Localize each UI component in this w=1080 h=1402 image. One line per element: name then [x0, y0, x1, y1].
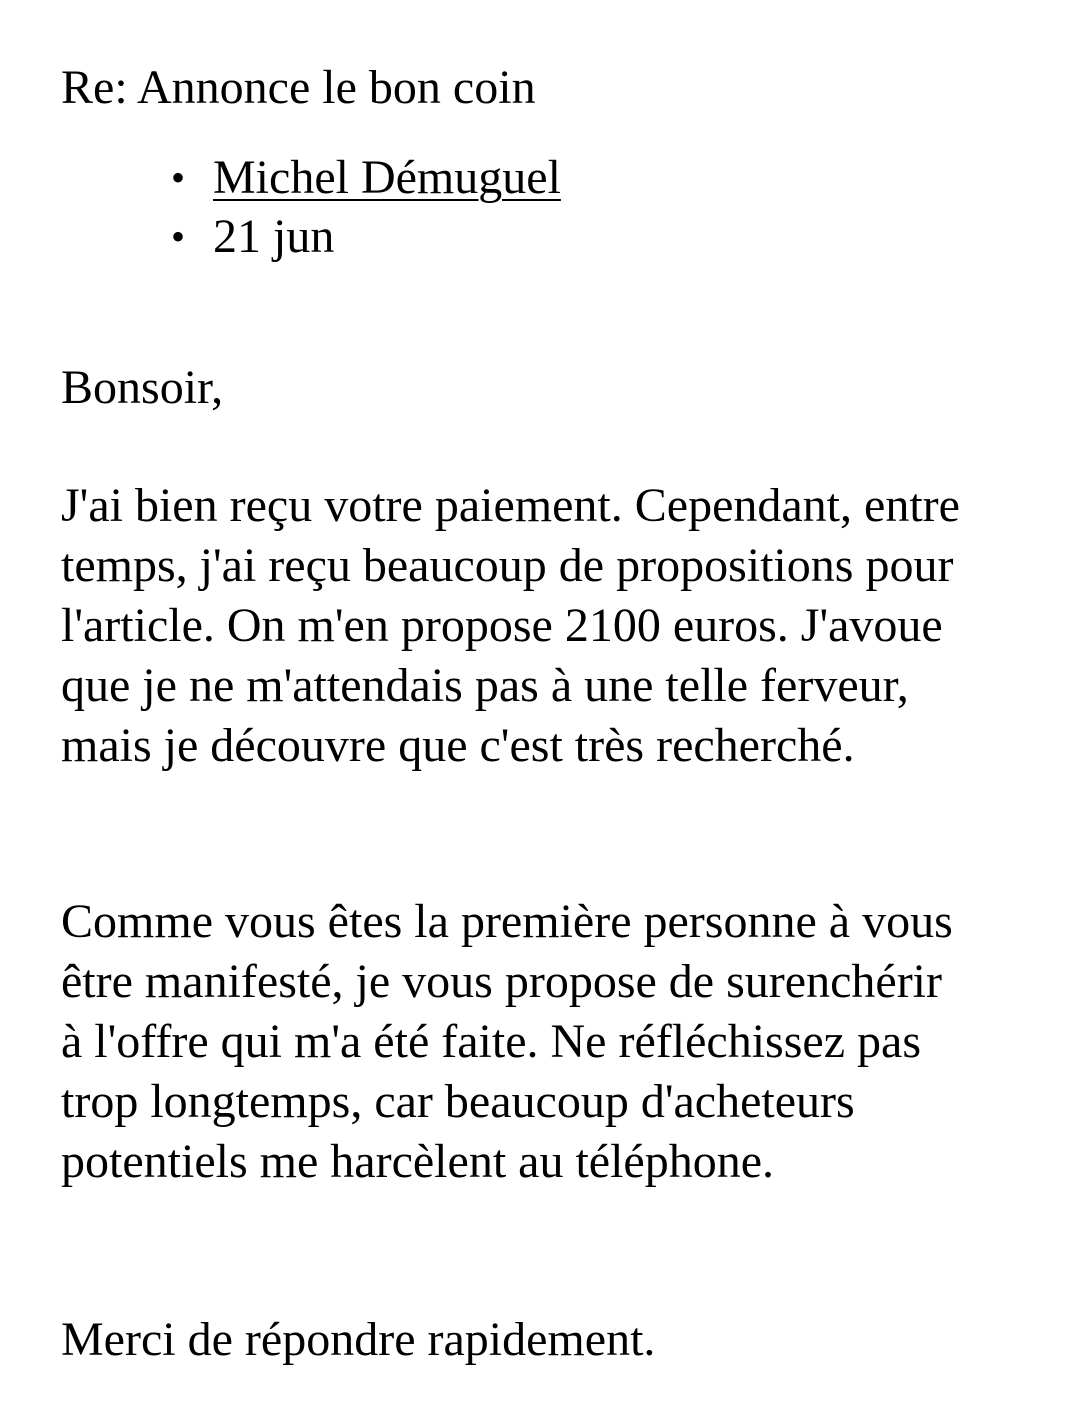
paragraph-line: l'article. On m'en propose 2100 euros. J'avoue: [61, 599, 943, 652]
sender-link[interactable]: Michel Démuguel: [213, 151, 561, 204]
paragraph-line: potentiels me harcèlent au téléphone.: [61, 1135, 775, 1188]
paragraph-line: J'ai bien reçu votre paiement. Cependant, entre: [61, 479, 960, 532]
email-subject: Re: Annonce le bon coin: [61, 61, 536, 114]
paragraph-line: que je ne m'attendais pas à une telle ferveur,: [61, 659, 909, 712]
closing-text: Merci de répondre rapidement.: [61, 1313, 656, 1366]
email-closing: [61, 1310, 1051, 1370]
paragraph-line: trop longtemps, car beaucoup d'acheteurs: [61, 1075, 855, 1128]
paragraph-line: temps, j'ai reçu beaucoup de propositions pour: [61, 539, 954, 592]
email-greeting: [61, 358, 1051, 418]
email-date: 21 jun: [213, 210, 335, 263]
email-paragraph-2: [61, 892, 1051, 1192]
date-item: [61, 207, 561, 266]
paragraph-line: être manifesté, je vous propose de surenchérir: [61, 955, 942, 1008]
bullet-icon: •: [171, 155, 186, 200]
email-paragraph-1: [61, 476, 1051, 776]
paragraph-line: Comme vous êtes la première personne à vous: [61, 895, 953, 948]
paragraph-line: mais je découvre que c'est très recherché.: [61, 719, 855, 772]
greeting-text: Bonsoir,: [61, 361, 224, 414]
paragraph-line: à l'offre qui m'a été faite. Ne réfléchissez pas: [61, 1015, 921, 1068]
bullet-icon: •: [171, 214, 186, 259]
sender-item: [61, 148, 561, 207]
email-meta-list: [61, 148, 561, 266]
